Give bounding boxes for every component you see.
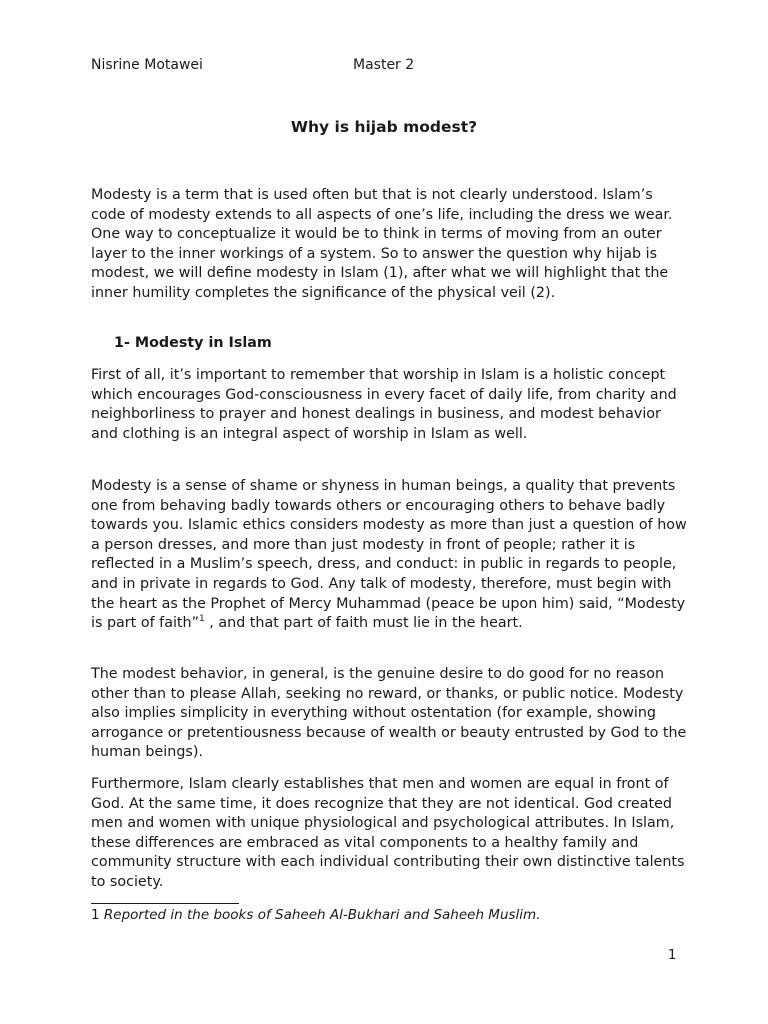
body-paragraph-2 [91,477,691,634]
footnote-separator [91,903,239,904]
footnote-number: 1 [91,907,100,923]
body-paragraph-2-text: Modesty is a sense of shame or shyness in human beings, a quality that prevents one from behaving badly towards others or encouraging others to behave badly towards you. Islamic ethics considers modesty as more than just a question of how a person dresses, and more than just modesty in front of people; rather it is reflected in a Muslim’s speech, dress, and conduct: in public in regards to people, and in private in regards to God. Any talk of modesty, therefore, must begin with the heart as the Prophet of Mercy Muhammad (peace be upon him) said, “Modesty is part of faith” [91,478,687,632]
section-heading: 1- Modesty in Islam [114,335,272,351]
footnote-reference[interactable]: 1 [199,614,205,625]
body-paragraph-3: The modest behavior, in general, is the genuine desire to do good for no reason other than to please Allah, seeking no reward, or thanks, or public notice. Modesty also implies simplicity in everything without ostentation (for example, showing arrogance or pretentiousness because of wealth or beauty entrusted by God to the human beings). [91,666,687,761]
header-author: Nisrine Motawei [91,57,203,73]
page-title: Why is hijab modest? [290,118,478,136]
body-paragraph-1: First of all, it’s important to remember that worship in Islam is a holistic concept which encourages God-consciousness in every facet of daily life, from charity and neighborliness to prayer and honest dealings in business, and modest behavior and clothing is an integral aspect of worship in Islam as well. [91,367,677,442]
body-paragraph-2-tail: , and that part of faith must lie in the heart. [204,615,523,632]
page-number: 1 [668,948,677,963]
footnote-text: Reported in the books of Saheeh Al-Bukhari and Saheeh Muslim. [103,907,541,923]
intro-paragraph: Modesty is a term that is used often but that is not clearly understood. Islam’s code of modesty extends to all aspects of one’s life, including the dress we wear. One way to conceptualize it would be to think in terms of moving from an outer layer to the inner workings of a system. So to answer the question why hijab is modest, we will define modesty in Islam (1), after what we will highlight that the inner humility completes the significance of the physical veil (2). [91,187,673,301]
body-paragraph-4: Furthermore, Islam clearly establishes that men and women are equal in front of God. At the same time, it does recognize that they are not identical. God created men and women with unique physiological and psychological attributes. In Islam, these differences are embraced as vital components to a healthy family and community structure with each individual contributing their own distinctive talents to society. [91,776,685,890]
header-degree: Master 2 [353,57,415,73]
footnote [91,907,541,923]
